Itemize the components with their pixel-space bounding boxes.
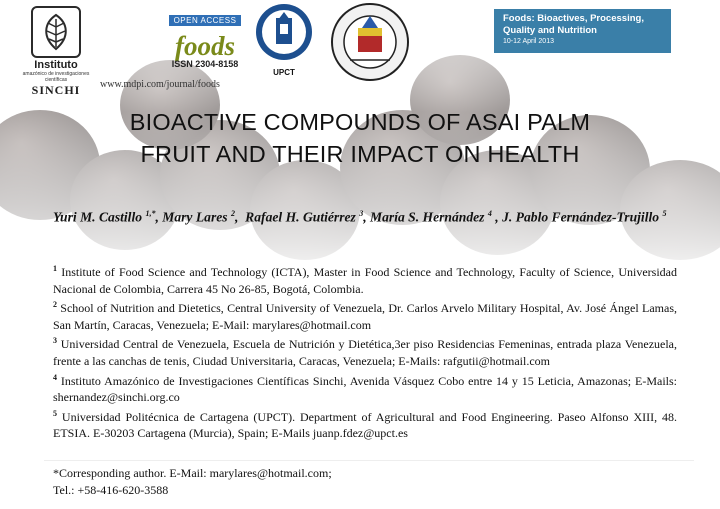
header-logos — [0, 0, 720, 100]
affiliation-list — [53, 261, 677, 442]
open-access-badge: OPEN ACCESS — [169, 15, 242, 26]
upct-label: UPCT — [273, 68, 295, 77]
author-name: María S. Hernández — [370, 209, 485, 225]
sinchi-logo — [22, 6, 90, 96]
author-name: Yuri M. Castillo — [53, 209, 143, 225]
author-affiliation-mark: 4 — [487, 209, 492, 218]
ucv-seal-icon — [330, 2, 410, 82]
affiliation-text: Universidad Central de Venezuela, Escuela de Nutrición y Dietética,3er piso Residencias Femeninas, entrada plaza Venezuela, frente a las canchas de tenis, Ciudad Universitaria, Caracas, Venezuela; E-Mails: rafgutii@hotmail.com — [53, 337, 678, 368]
author-name: J. Pablo Fernández-Trujillo — [502, 209, 660, 225]
leaf-icon — [31, 6, 81, 58]
author-list: Yuri M. Castillo $^{1,*}$, Mary Lares $^2$, Rafael H. Gutiérrez $^3$, María S. Hernández $^4$ , J. Pablo Fernández-Trujillo $^5$ — [53, 209, 667, 225]
sinchi-subtitle: amazónico de investigaciones científicas — [22, 71, 90, 83]
conference-dates: 10-12 April 2013 — [503, 38, 554, 45]
affiliation-text: Instituto Amazónico de Investigaciones Científicas Sinchi, Avenida Vásquez Cobo entre 14 y 15 Leticia, Amazonas; E-Mails: shernandez@sinchi.org.co — [53, 373, 677, 405]
corresponding-author: *Corresponding author. E-Mail: marylares@hotmail.com; — [53, 466, 332, 480]
upct-logo — [254, 2, 314, 76]
journal-url[interactable]: www.mdpi.com/journal/foods — [100, 79, 220, 90]
journal-issn: ISSN 2304-8158 — [171, 59, 239, 69]
conference-line-1: Foods: Bioactives, Processing, — [503, 13, 644, 24]
upct-crest-icon — [254, 2, 314, 62]
affiliation-text: Institute of Food Science and Technology (ICTA), Master in Food Science and Technology, Faculty of Science, Universidad Nacional de Colombia, Carrera 45 No 26-85, Bogotá, Colombia. — [53, 265, 677, 296]
affiliation-item — [53, 261, 677, 297]
ucv-seal — [330, 2, 410, 82]
foods-journal-logo — [160, 10, 250, 90]
sinchi-brand: SINCHI — [31, 83, 81, 97]
author-affiliation-mark: 3 — [359, 209, 364, 218]
conference-banner — [494, 9, 671, 53]
affiliation-item — [53, 406, 677, 442]
conference-line-2: Quality and Nutrition — [503, 25, 597, 36]
affiliation-item — [53, 370, 677, 406]
corresponding-phone: Tel.: +58-416-620-3588 — [53, 483, 169, 497]
paper-title — [0, 106, 720, 170]
author-affiliation-mark: 5 — [662, 209, 667, 218]
affiliation-number: 2 — [53, 300, 57, 310]
correspondence — [53, 465, 332, 499]
author-name: Rafael H. Gutiérrez — [245, 209, 356, 225]
author-affiliation-mark: 2 — [230, 209, 235, 218]
affiliation-item — [53, 333, 677, 369]
affiliation-number: 1 — [53, 264, 57, 273]
affiliation-number: 4 — [53, 372, 57, 382]
sinchi-name: Instituto — [34, 59, 78, 71]
journal-name: foods — [175, 31, 235, 61]
affiliation-number: 5 — [53, 408, 57, 418]
affiliation-item — [53, 297, 677, 333]
affiliation-text: School of Nutrition and Dietetics, Central University of Venezuela, Dr. Carlos Arvelo Military Hospital, Av. José Ángel Lamas, San Martín, Caracas, Venezuela; E-Mail: marylares@hotmail.com — [53, 301, 677, 332]
affiliation-number: 3 — [53, 336, 57, 346]
author-affiliation-mark: 1,* — [145, 209, 156, 218]
title-line-1: BIOACTIVE COMPOUNDS OF ASAI PALM — [129, 109, 591, 135]
title-line-2: FRUIT AND THEIR IMPACT ON HEALTH — [140, 141, 580, 167]
affiliation-text: Universidad Politécnica de Cartagena (UPCT). Department of Agricultural and Food Engineering. Paseo Alfonso XIII, 48. ETSIA. E-30203 Cartagena (Murcia), Spain; E-Mails juanp.fdez@upct.es — [53, 409, 677, 441]
author-name: Mary Lares — [162, 209, 228, 225]
